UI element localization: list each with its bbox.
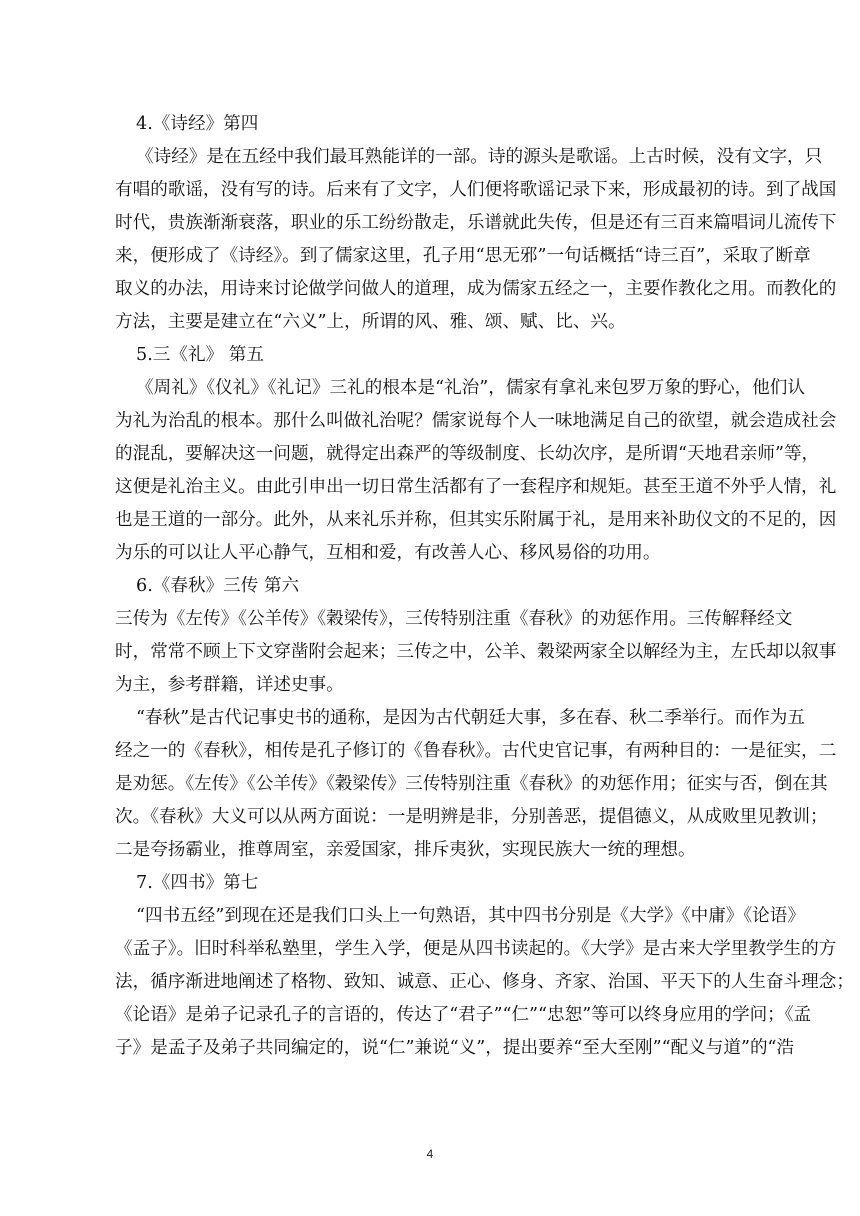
- text-line: 三传为《左传》《公羊传》《穀梁传》，三传特别注重《春秋》的劝惩作用。三传解释经文: [115, 609, 793, 629]
- text-line: 经之一的《春秋》，相传是孔子修订的《鲁春秋》。古代史官记事，有两种目的：一是征实，二: [115, 741, 837, 761]
- text-line: 法，循序渐进地阐述了格物、致知、诚意、正心、修身、齐家、治国、平天下的人生奋斗理念；: [115, 972, 854, 992]
- text-line: 《周礼》《仪礼》《礼记》三礼的根本是“礼治”，儒家有拿礼来包罗万象的野心，他们认: [136, 378, 805, 398]
- section-heading: 4.《诗经》第四: [136, 114, 259, 134]
- text-line: 是劝惩。《左传》《公羊传》《穀梁传》三传特别注重《春秋》的劝惩作用；征实与否，倒在其: [115, 774, 828, 794]
- text-line: 也是王道的一部分。此外，从来礼乐并称，但其实乐附属于礼，是用来补助仪文的不足的，因: [115, 510, 837, 530]
- text-line: 为礼为治乱的根本。那什么叫做礼治呢？儒家说每个人一味地满足自己的欲望，就会造成社会: [115, 411, 837, 431]
- text-line: 时代，贵族渐渐衰落，职业的乐工纷纷散走，乐谱就此失传，但是还有三百来篇唱词儿流传下: [115, 213, 837, 233]
- section-heading: 7.《四书》第七: [136, 873, 259, 893]
- text-line: “四书五经”到现在还是我们口头上一句熟语，其中四书分别是《大学》《中庸》《论语》: [136, 906, 805, 926]
- text-line: 有唱的歌谣，没有写的诗。后来有了文字，人们便将歌谣记录下来，形成最初的诗。到了战国: [115, 180, 837, 200]
- page-number: 4: [426, 1147, 434, 1161]
- text-line: 为乐的可以让人平心静气，互相和爱，有改善人心、移风易俗的功用。: [115, 543, 661, 563]
- text-line: 次。《春秋》大义可以从两方面说：一是明辨是非，分别善恶，提倡德义，从成败里见教训；: [115, 807, 828, 827]
- text-line: 取义的办法，用诗来讨论做学问做人的道理，成为儒家五经之一，主要作教化之用。而教化的: [115, 279, 837, 299]
- text-line: 来，便形成了《诗经》。到了儒家这里，孔子用“思无邪”一句话概括“诗三百”，采取了断章: [115, 246, 811, 266]
- document-body: [115, 108, 854, 1065]
- text-line: 二是夸扬霸业，推尊周室，亲爱国家，排斥夷狄，实现民族大一统的理想。: [115, 840, 696, 860]
- text-line: 《诗经》是在五经中我们最耳熟能详的一部。诗的源头是歌谣。上古时候，没有文字，只: [136, 147, 823, 167]
- section-heading: 5.三《礼》 第五: [136, 345, 264, 365]
- text-line: 子》是孟子及弟子共同编定的，说“仁”兼说“义”，提出要养“至大至刚”“配义与道”的“浩: [115, 1038, 795, 1058]
- text-line: “春秋”是古代记事史书的通称，是因为古代朝廷大事，多在春、秋二季举行。而作为五: [136, 708, 805, 728]
- text-line: 的混乱，要解决这一问题，就得定出森严的等级制度、长幼次序，是所谓“天地君亲师”等，: [115, 444, 820, 464]
- text-line: 方法，主要是建立在“六义”上，所谓的风、雅、颂、赋、比、兴。: [115, 312, 626, 332]
- text-line: 这便是礼治主义。由此引申出一切日常生活都有了一套程序和规矩。甚至王道不外乎人情，礼: [115, 477, 837, 497]
- text-line: 时，常常不顾上下文穿凿附会起来；三传之中，公羊、穀梁两家全以解经为主，左氏却以叙事: [115, 642, 837, 662]
- text-line: 《论语》是弟子记录孔子的言语的，传达了“君子”“仁”“忠恕”等可以终身应用的学问；《孟: [115, 1005, 812, 1025]
- section-heading: 6.《春秋》三传 第六: [136, 576, 300, 596]
- text-line: 为主，参考群籍，详述史事。: [115, 675, 344, 695]
- text-line: 《孟子》。旧时科举私塾里，学生入学，便是从四书读起的。《大学》是古来大学里教学生的方: [115, 939, 837, 959]
